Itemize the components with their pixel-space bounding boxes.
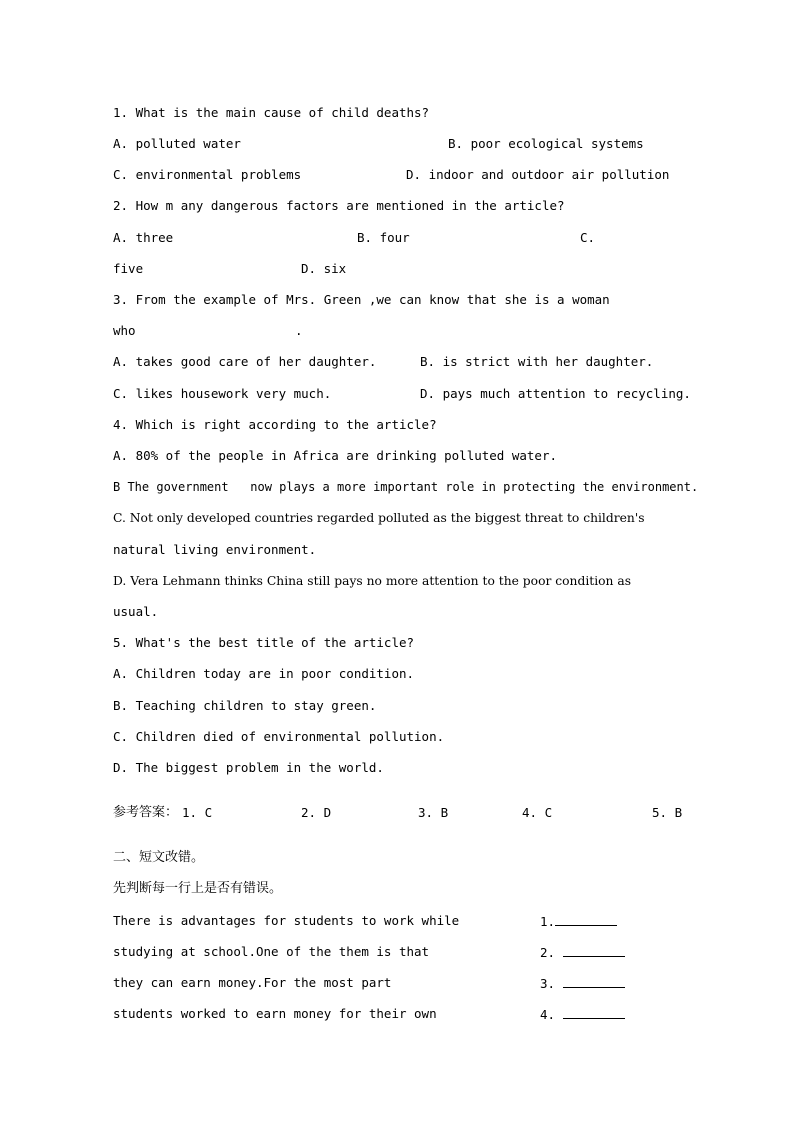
- correction-line-4-text: students worked to earn money for their own: [113, 1006, 437, 1021]
- correction-line-3-text: they can earn money.For the most part: [113, 975, 392, 990]
- q5-stem: 5. What's the best title of the article?: [113, 635, 415, 650]
- q1-stem: 1. What is the main cause of child deaths?: [113, 105, 430, 120]
- q4-option-c-line2: natural living environment.: [113, 542, 317, 557]
- q2-option-a: A. three: [113, 230, 174, 245]
- answer-5: 5. B: [652, 805, 683, 820]
- correction-blank-1[interactable]: [555, 913, 617, 926]
- q4-option-b: B The government now plays a more important role in protecting the environment.: [113, 480, 699, 494]
- correction-number-3: 3.: [540, 976, 556, 991]
- correction-number-2: 2.: [540, 945, 556, 960]
- q3-option-b: B. is strict with her daughter.: [420, 354, 654, 369]
- q2-option-c-word: five: [113, 261, 144, 276]
- correction-line-1-number: [540, 913, 617, 930]
- correction-blank-3[interactable]: [563, 975, 625, 988]
- q3-stem: 3. From the example of Mrs. Green ,we can know that she is a woman: [113, 292, 610, 307]
- correction-line-2-number: [540, 944, 625, 961]
- q3-stem-period: .: [295, 323, 303, 338]
- q3-option-a: A. takes good care of her daughter.: [113, 354, 377, 369]
- q5-option-a: A. Children today are in poor condition.: [113, 666, 415, 681]
- q3-option-c: C. likes housework very much.: [113, 386, 332, 401]
- q5-option-d: D. The biggest problem in the world.: [113, 760, 384, 775]
- section2-instruction: 先判断每一行上是否有错误。: [113, 881, 283, 896]
- q2-option-d: D. six: [301, 261, 347, 276]
- q4-option-c-line1: C. Not only developed countries regarded polluted as the biggest threat to children's: [113, 511, 645, 525]
- q3-stem-continued: who: [113, 323, 136, 338]
- section2-heading: 二、短文改错。: [113, 850, 205, 865]
- q4-option-d-line2: usual.: [113, 604, 159, 619]
- q2-stem: 2. How m any dangerous factors are mentioned in the article?: [113, 198, 565, 213]
- q4-stem: 4. Which is right according to the article?: [113, 417, 437, 432]
- correction-line-1-text: There is advantages for students to work while: [113, 913, 460, 928]
- q4-option-a: A. 80% of the people in Africa are drinking polluted water.: [113, 448, 558, 463]
- q5-option-c: C. Children died of environmental pollution.: [113, 729, 445, 744]
- correction-blank-2[interactable]: [563, 944, 625, 957]
- correction-number-4: 4.: [540, 1007, 556, 1022]
- q2-option-b: B. four: [357, 230, 410, 245]
- answer-2: 2. D: [301, 805, 332, 820]
- answer-4: 4. C: [522, 805, 553, 820]
- answer-1: 1. C: [182, 805, 213, 820]
- q1-option-b: B. poor ecological systems: [448, 136, 644, 151]
- q1-option-a: A. polluted water: [113, 136, 241, 151]
- correction-number-1: 1.: [540, 914, 556, 929]
- q5-option-b: B. Teaching children to stay green.: [113, 698, 377, 713]
- answer-3: 3. B: [418, 805, 449, 820]
- correction-line-3-number: [540, 975, 625, 992]
- correction-line-2-text: studying at school.One of the them is that: [113, 944, 430, 959]
- q3-option-d: D. pays much attention to recycling.: [420, 386, 691, 401]
- correction-blank-4[interactable]: [563, 1006, 625, 1019]
- q2-option-c-letter: C.: [580, 230, 596, 245]
- q1-option-c: C. environmental problems: [113, 167, 302, 182]
- q1-option-d: D. indoor and outdoor air pollution: [406, 167, 670, 182]
- correction-line-4-number: [540, 1006, 625, 1023]
- answer-key-label: 参考答案：: [113, 805, 179, 820]
- q4-option-d-line1: D. Vera Lehmann thinks China still pays no more attention to the poor condition as: [113, 574, 632, 588]
